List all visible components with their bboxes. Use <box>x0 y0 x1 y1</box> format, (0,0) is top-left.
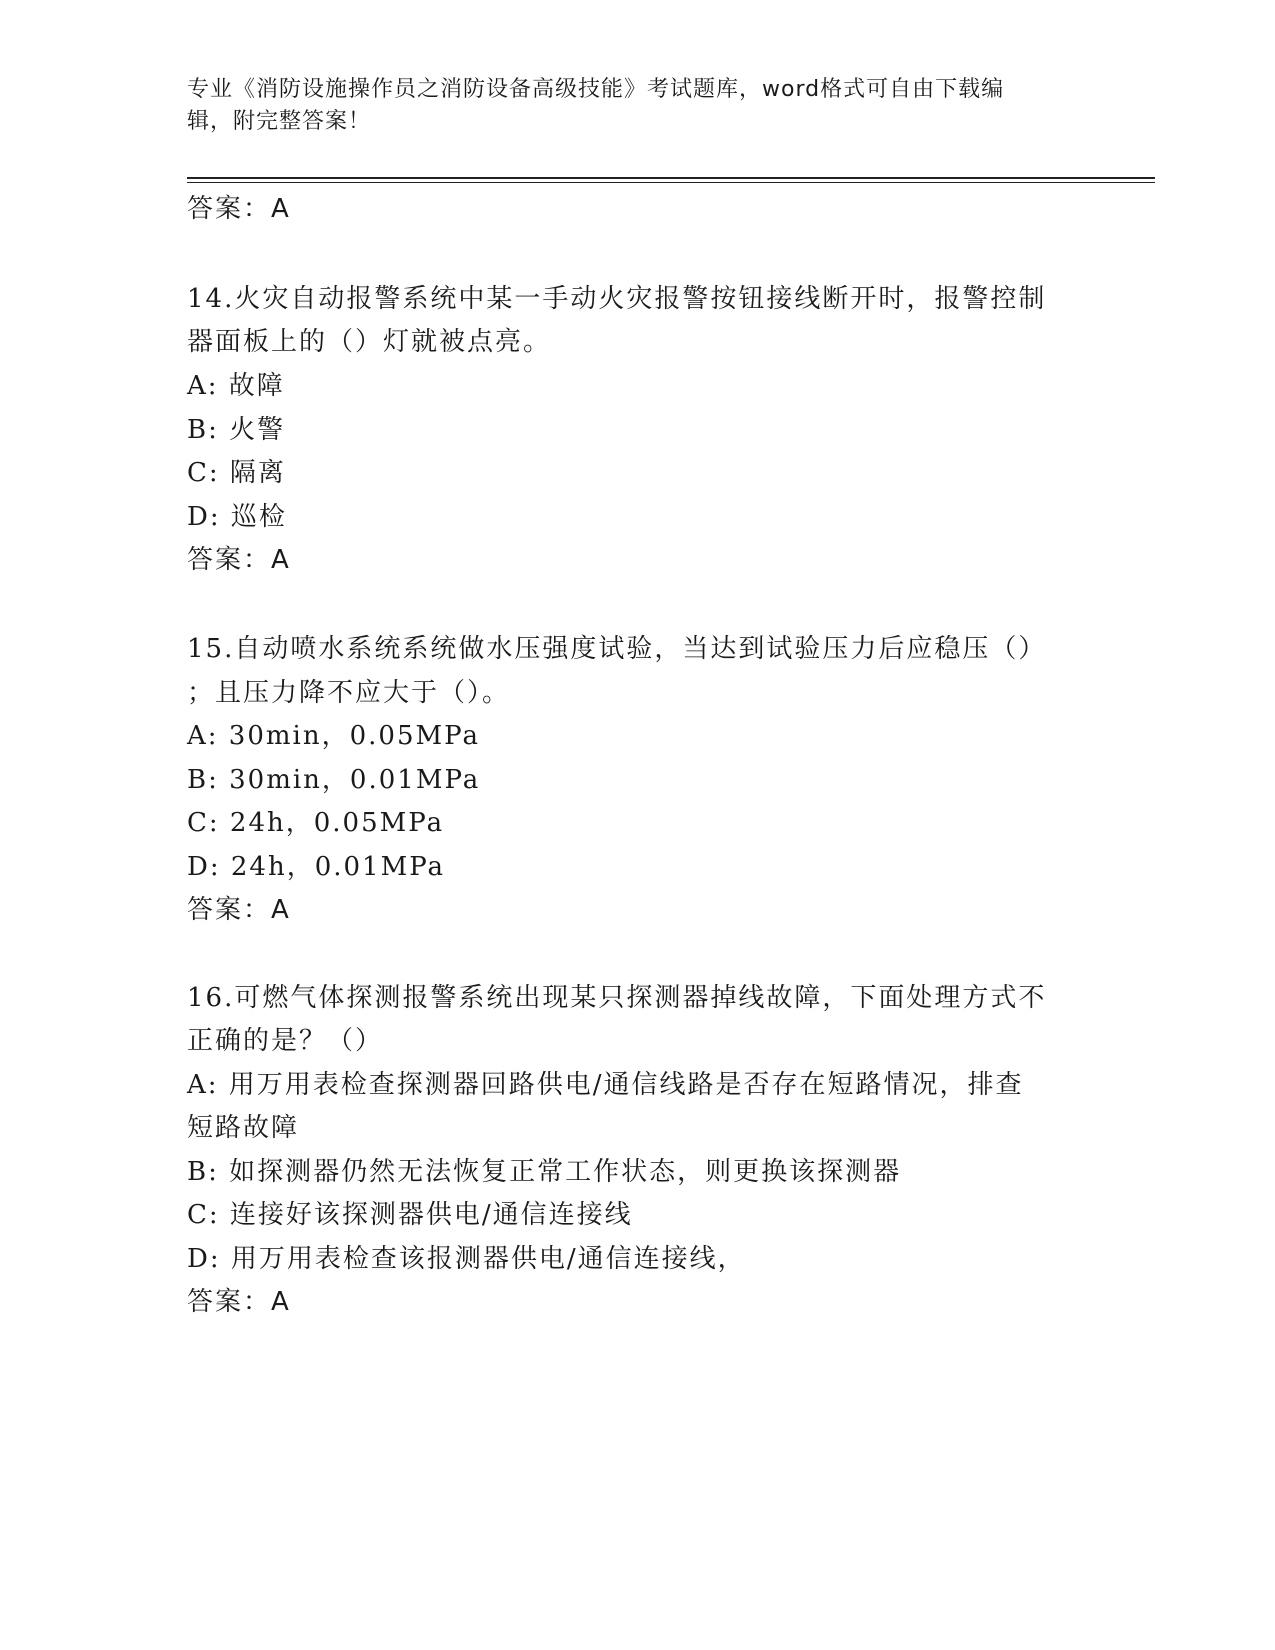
document-header <box>187 74 1067 138</box>
question-14-text-line-2: 器面板上的（）灯就被点亮。 <box>187 327 552 357</box>
question-15-text-line-2: ；且压力降不应大于（）。 <box>187 678 511 708</box>
question-16-option-a: A: 用万用表检查探测器回路供电/通信线路是否存在短路情况，排查 <box>187 1070 1024 1100</box>
question-14-text-line-1: 14.火灾自动报警系统中某一手动火灾报警按钮接线断开时，报警控制 <box>187 284 1047 314</box>
question-14-option-c: C: 隔离 <box>187 458 286 488</box>
header-line-1: 专业《消防设施操作员之消防设备高级技能》考试题库，word格式可自由下载编 <box>187 77 1005 102</box>
question-16-option-d: D: 用万用表检查该报测器供电/通信连接线， <box>187 1244 746 1274</box>
question-16-option-c: C: 连接好该探测器供电/通信连接线 <box>187 1200 633 1230</box>
question-16-option-b: B: 如探测器仍然无法恢复正常工作状态，则更换该探测器 <box>187 1157 902 1187</box>
question-15-option-b: B: 30min，0.01MPa <box>187 765 481 795</box>
question-15-option-d: D: 24h，0.01MPa <box>187 852 446 882</box>
question-14-option-b: B: 火警 <box>187 415 286 445</box>
header-divider-thin <box>187 182 1155 183</box>
header-line-2: 辑，附完整答案！ <box>187 109 372 134</box>
question-16-answer: 答案：A <box>187 1287 291 1317</box>
question-15-option-a: A: 30min，0.05MPa <box>187 721 480 751</box>
question-15-option-c: C: 24h，0.05MPa <box>187 808 445 838</box>
previous-answer: 答案：A <box>187 194 291 224</box>
header-divider-thick <box>187 177 1155 179</box>
question-15-text-line-1: 15.自动喷水系统系统做水压强度试验，当达到试验压力后应稳压（） <box>187 634 1047 664</box>
question-16-option-a-continued: 短路故障 <box>187 1113 300 1143</box>
question-14-option-d: D: 巡检 <box>187 502 287 532</box>
question-16-text-line-1: 16.可燃气体探测报警系统出现某只探测器掉线故障，下面处理方式不 <box>187 983 1047 1013</box>
question-14-answer: 答案：A <box>187 545 291 575</box>
question-16-text-line-2: 正确的是？（） <box>187 1026 384 1056</box>
question-15-answer: 答案：A <box>187 895 291 925</box>
question-14-option-a: A: 故障 <box>187 371 285 401</box>
